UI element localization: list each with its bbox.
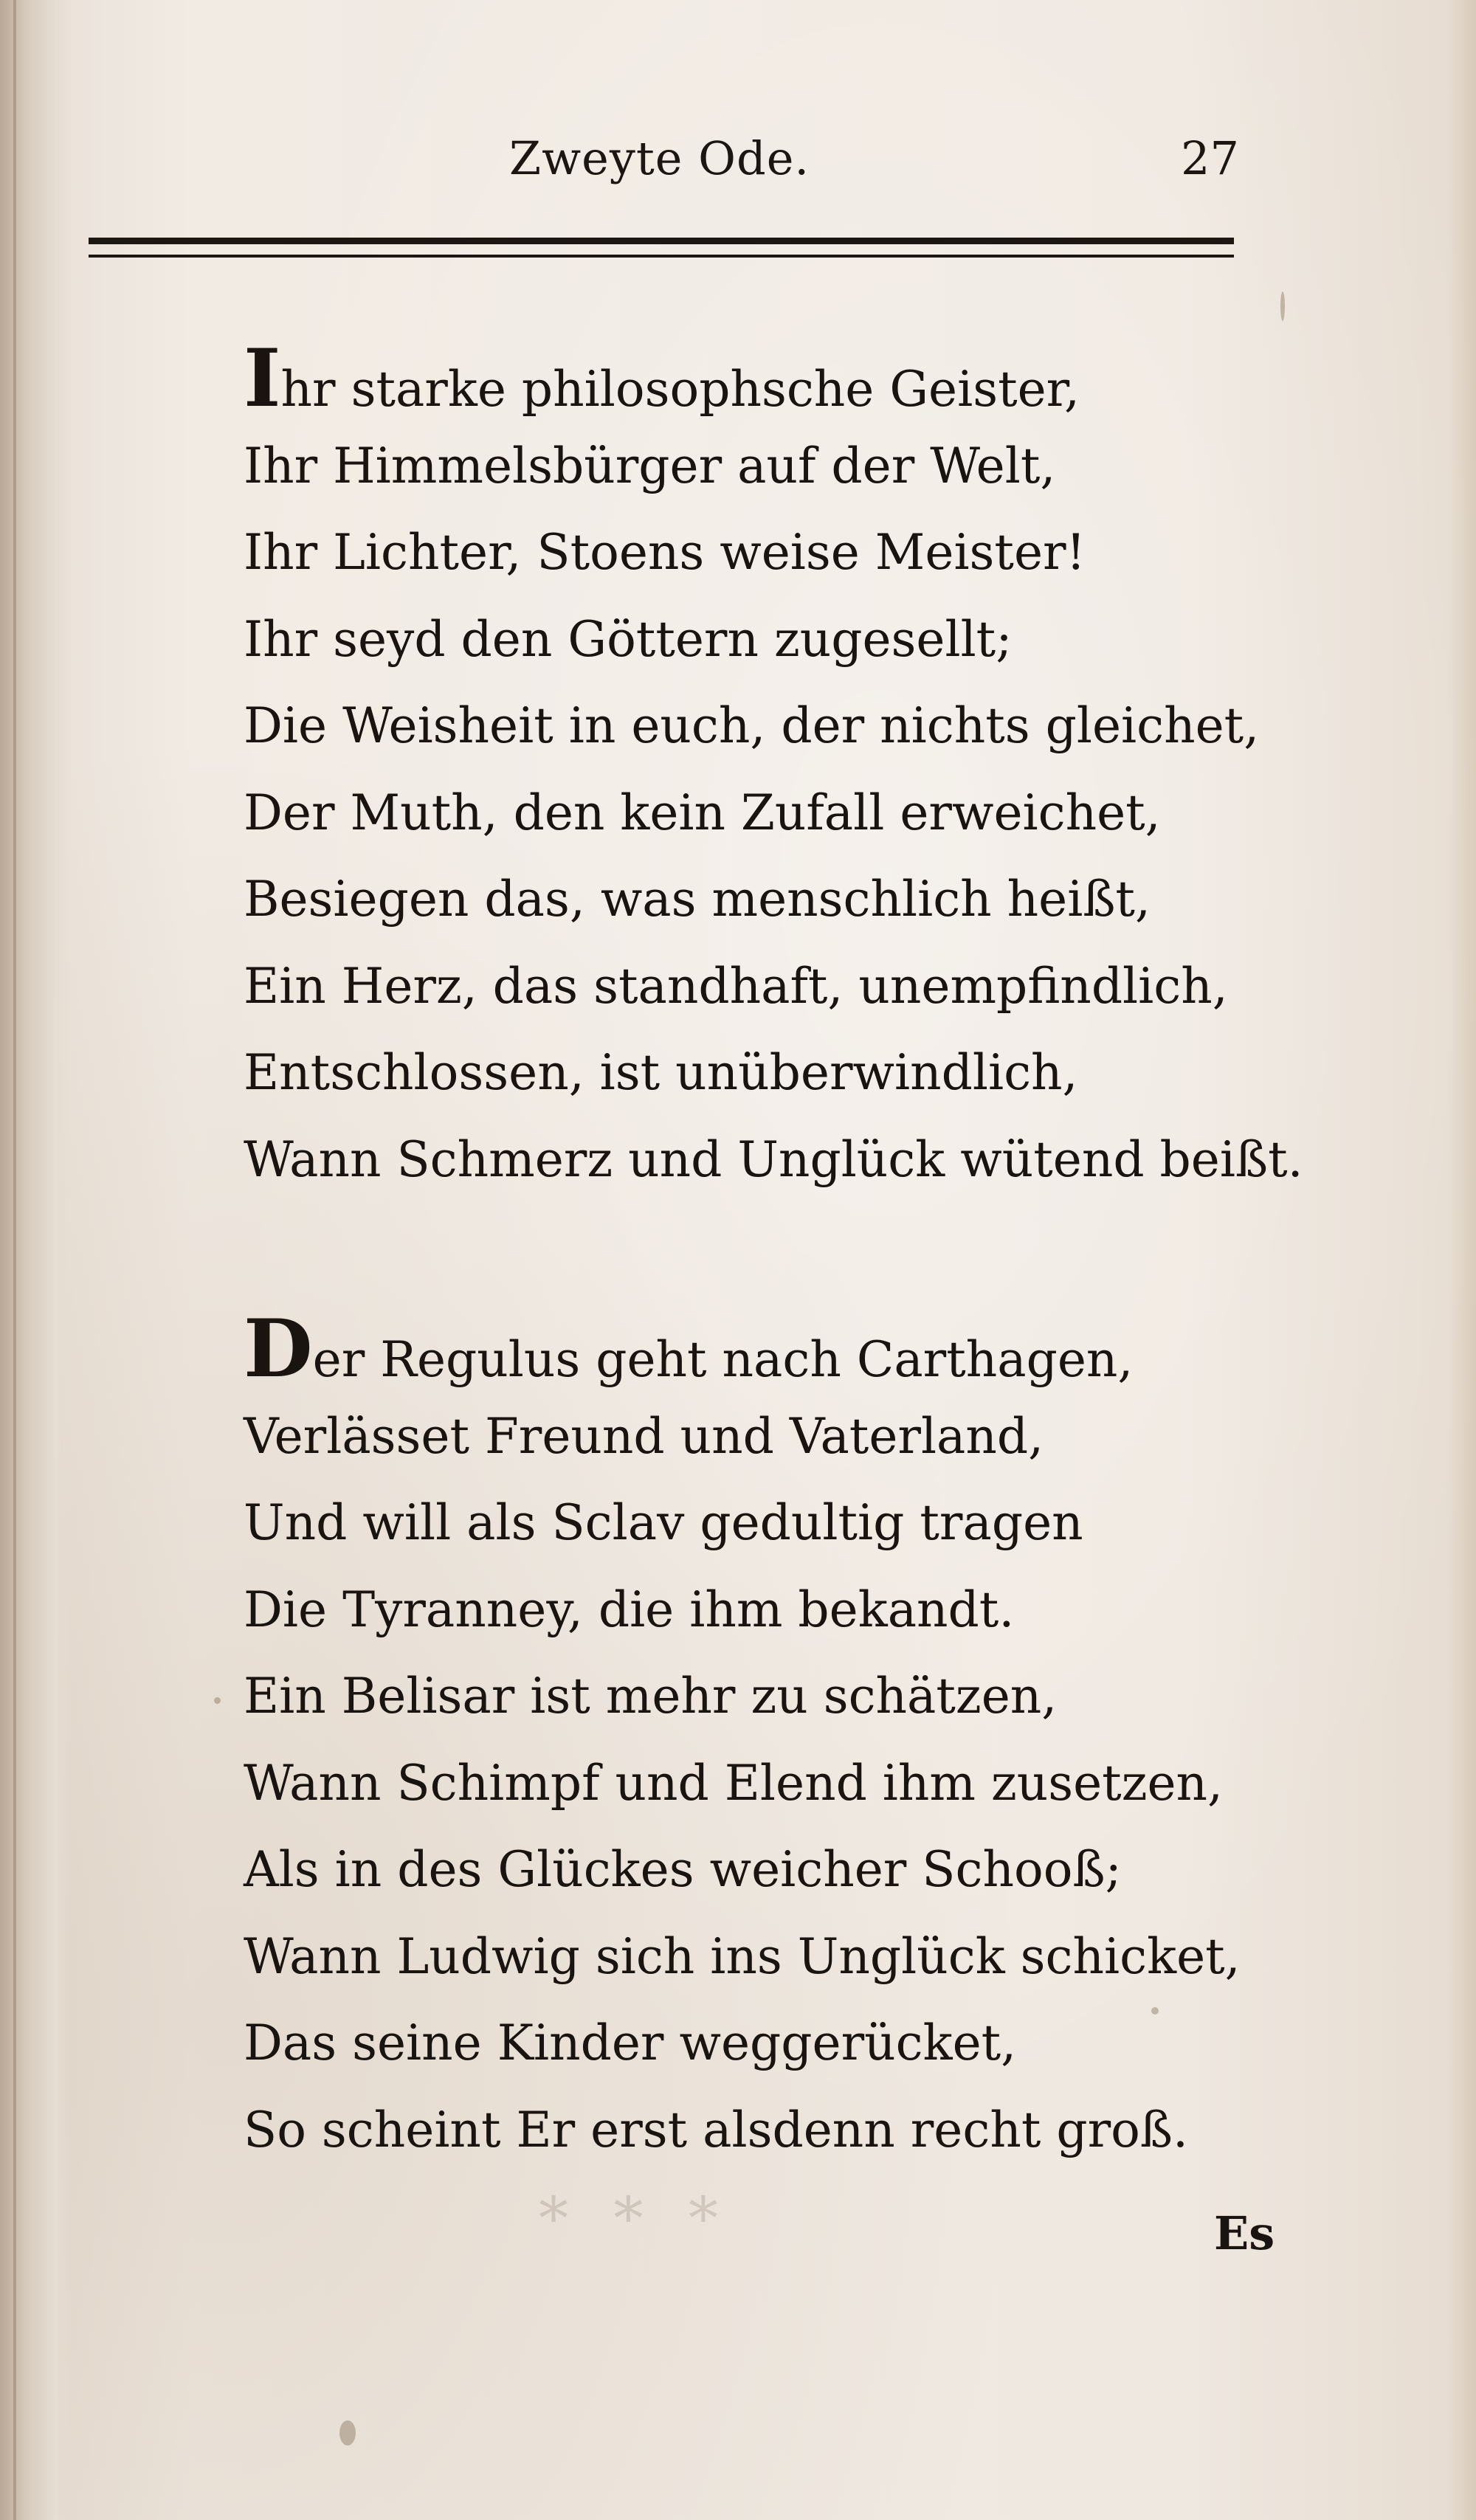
verse-line: Wann Schmerz und Unglück wütend beißt. [244, 1130, 1303, 1188]
stanza-2 [244, 1302, 1241, 2173]
verse-line: Ein Belisar ist mehr zu schätzen, [244, 1668, 1058, 1725]
drop-capital-letter: I [244, 332, 281, 425]
verse-line [244, 332, 1303, 425]
verse-line: Ihr seyd den Göttern zugesellt; [244, 610, 1013, 668]
verse-line: Besiegen das, was menschlich heißt, [244, 871, 1151, 928]
drop-capital-rest: hr starke philosophsche Geister, [280, 361, 1080, 418]
verse-line: Das seine Kinder weggerücket, [244, 2015, 1017, 2071]
header-rule-thin [89, 255, 1234, 258]
verse-line: Wann Ludwig sich ins Unglück schicket, [244, 1927, 1241, 1985]
verse-line: Ihr Lichter, Stoens weise Meister! [244, 524, 1086, 581]
binding-gutter [0, 0, 70, 2520]
verse-line [244, 1302, 1241, 1395]
show-through-ornament: * * * [539, 2184, 731, 2253]
verse-line: Ihr Himmelsbürger auf der Welt, [244, 437, 1056, 494]
verse-line: Und will als Sclav gedultig tragen [244, 1494, 1083, 1551]
verse-line: Die Tyranney, die ihm bekandt. [244, 1581, 1015, 1638]
drop-capital-rest: er Regulus geht nach Carthagen, [312, 1331, 1134, 1388]
stanza-1 [244, 332, 1303, 1203]
drop-capital [244, 1302, 1133, 1395]
verse-line: Die Weisheit in euch, der nichts gleichet, [244, 697, 1260, 754]
paper-speck [1280, 291, 1285, 321]
header-rule-thick [89, 238, 1234, 244]
binding-edge [13, 0, 16, 2520]
page-number: 27 [1181, 131, 1239, 185]
paper-speck [214, 1697, 221, 1704]
catchword: Es [1214, 2206, 1275, 2260]
verse-line: Wann Schimpf und Elend ihm zusetzen, [244, 1754, 1224, 1812]
paper-speck [1151, 2007, 1159, 2015]
running-head: Zweyte Ode. [509, 131, 810, 185]
drop-capital-letter: D [244, 1302, 313, 1395]
verse-line: Der Muth, den kein Zufall erweichet, [244, 784, 1161, 841]
verse-line: Als in des Glückes weicher Schooß; [244, 1841, 1122, 1898]
verse-line: Verlässet Freund und Vaterland, [244, 1407, 1044, 1465]
verse-line: Ein Herz, das standhaft, unempfindlich, [244, 957, 1228, 1015]
paper-speck [339, 2420, 356, 2445]
verse-line: So scheint Er erst alsdenn recht groß. [244, 2101, 1188, 2158]
drop-capital [244, 332, 1080, 425]
verse-line: Entschlossen, ist unüberwindlich, [244, 1044, 1078, 1101]
